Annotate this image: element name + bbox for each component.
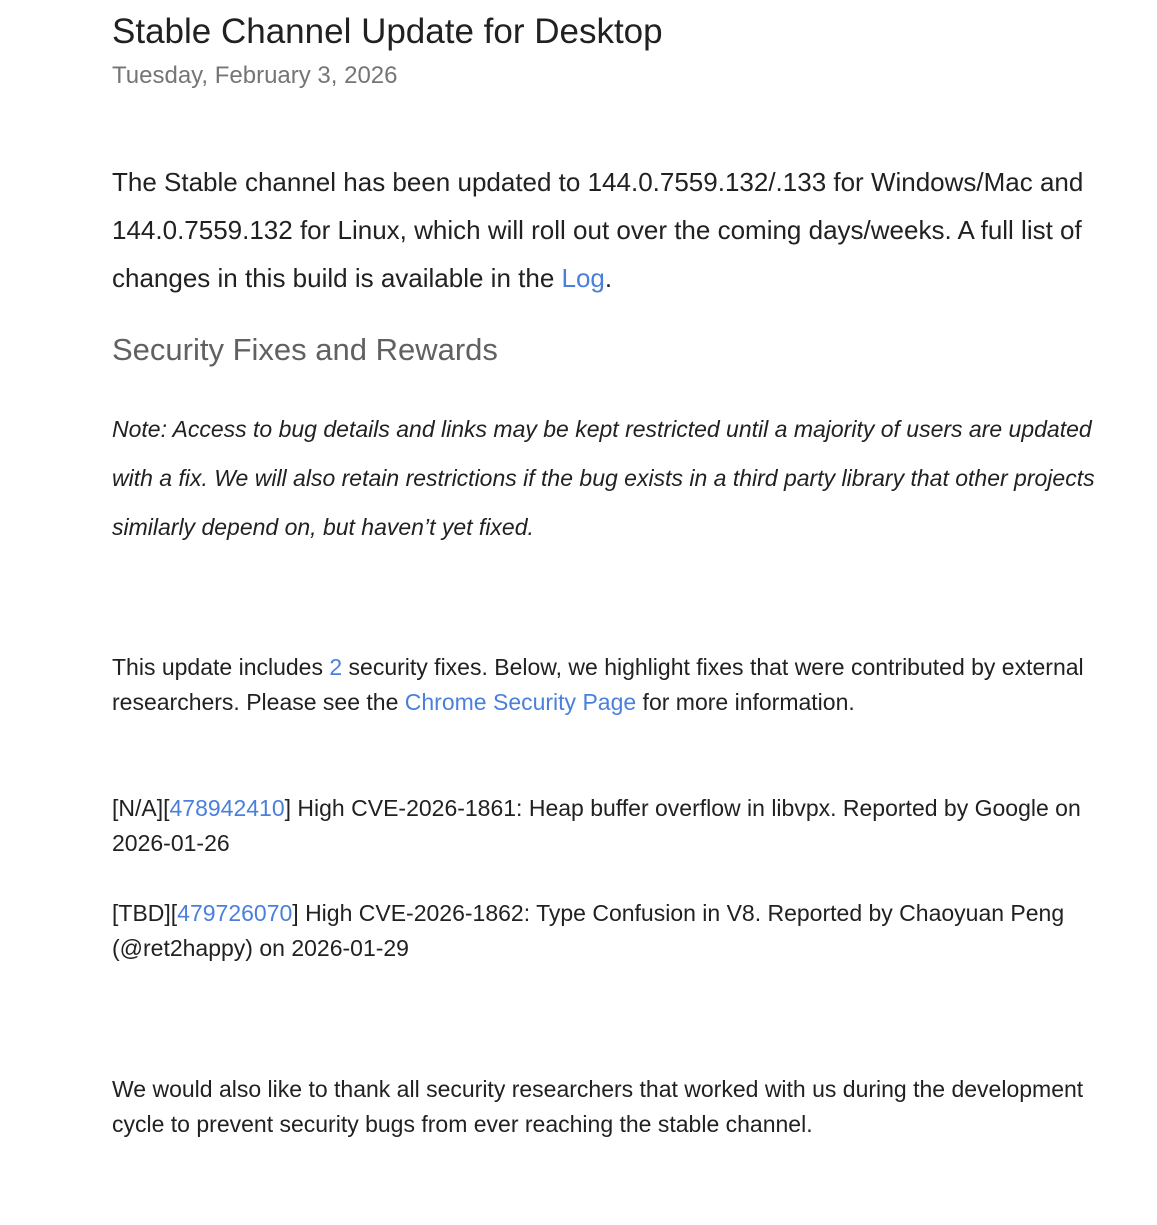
bug-entry	[112, 896, 1112, 966]
post-date: Tuesday, February 3, 2026	[112, 62, 398, 89]
post-title: Stable Channel Update for Desktop	[112, 12, 663, 51]
bug-id-link[interactable]: 479726070	[177, 900, 293, 926]
bug-id-link[interactable]: 478942410	[169, 795, 285, 821]
summary-text-end: for more information.	[636, 689, 855, 715]
summary-text-middle: security fixes. Below, we highlight fixes that were contributed by external researchers. Please see the	[112, 654, 1084, 715]
bug-description: ] High CVE-2026-1861: Heap buffer overflow in libvpx. Reported by Google on 2026-01-26	[112, 795, 1081, 856]
intro-paragraph	[112, 158, 1112, 302]
summary-text-start: This update includes	[112, 654, 330, 680]
bug-entry	[112, 791, 1112, 861]
chrome-security-page-link[interactable]: Chrome Security Page	[404, 689, 637, 715]
security-summary-paragraph	[112, 650, 1112, 720]
security-fixes-heading: Security Fixes and Rewards	[112, 332, 498, 367]
log-link[interactable]: Log	[561, 263, 605, 293]
bug-description: ] High CVE-2026-1862: Type Confusion in V8. Reported by Chaoyuan Peng (@ret2happy) on 2026-01-29	[112, 900, 1065, 961]
bug-reward: [TBD][	[112, 900, 178, 926]
fix-count-link[interactable]: 2	[329, 654, 343, 680]
thanks-paragraph: We would also like to thank all security researchers that worked with us during the development cycle to prevent security bugs from ever reaching the stable channel.	[112, 1076, 1084, 1137]
bug-reward: [N/A][	[112, 795, 170, 821]
restriction-note: Note: Access to bug details and links may be kept restricted until a majority of users are updated with a fix. We will also retain restrictions if the bug exists in a third party library that other projects similarly depend on, but haven’t yet fixed.	[112, 416, 1095, 540]
intro-text: The Stable channel has been updated to 144.0.7559.132/.133 for Windows/Mac and 144.0.7559.132 for Linux, which will roll out over the coming days/weeks. A full list of changes in this build is available in the	[112, 167, 1084, 293]
intro-period: .	[604, 263, 613, 293]
